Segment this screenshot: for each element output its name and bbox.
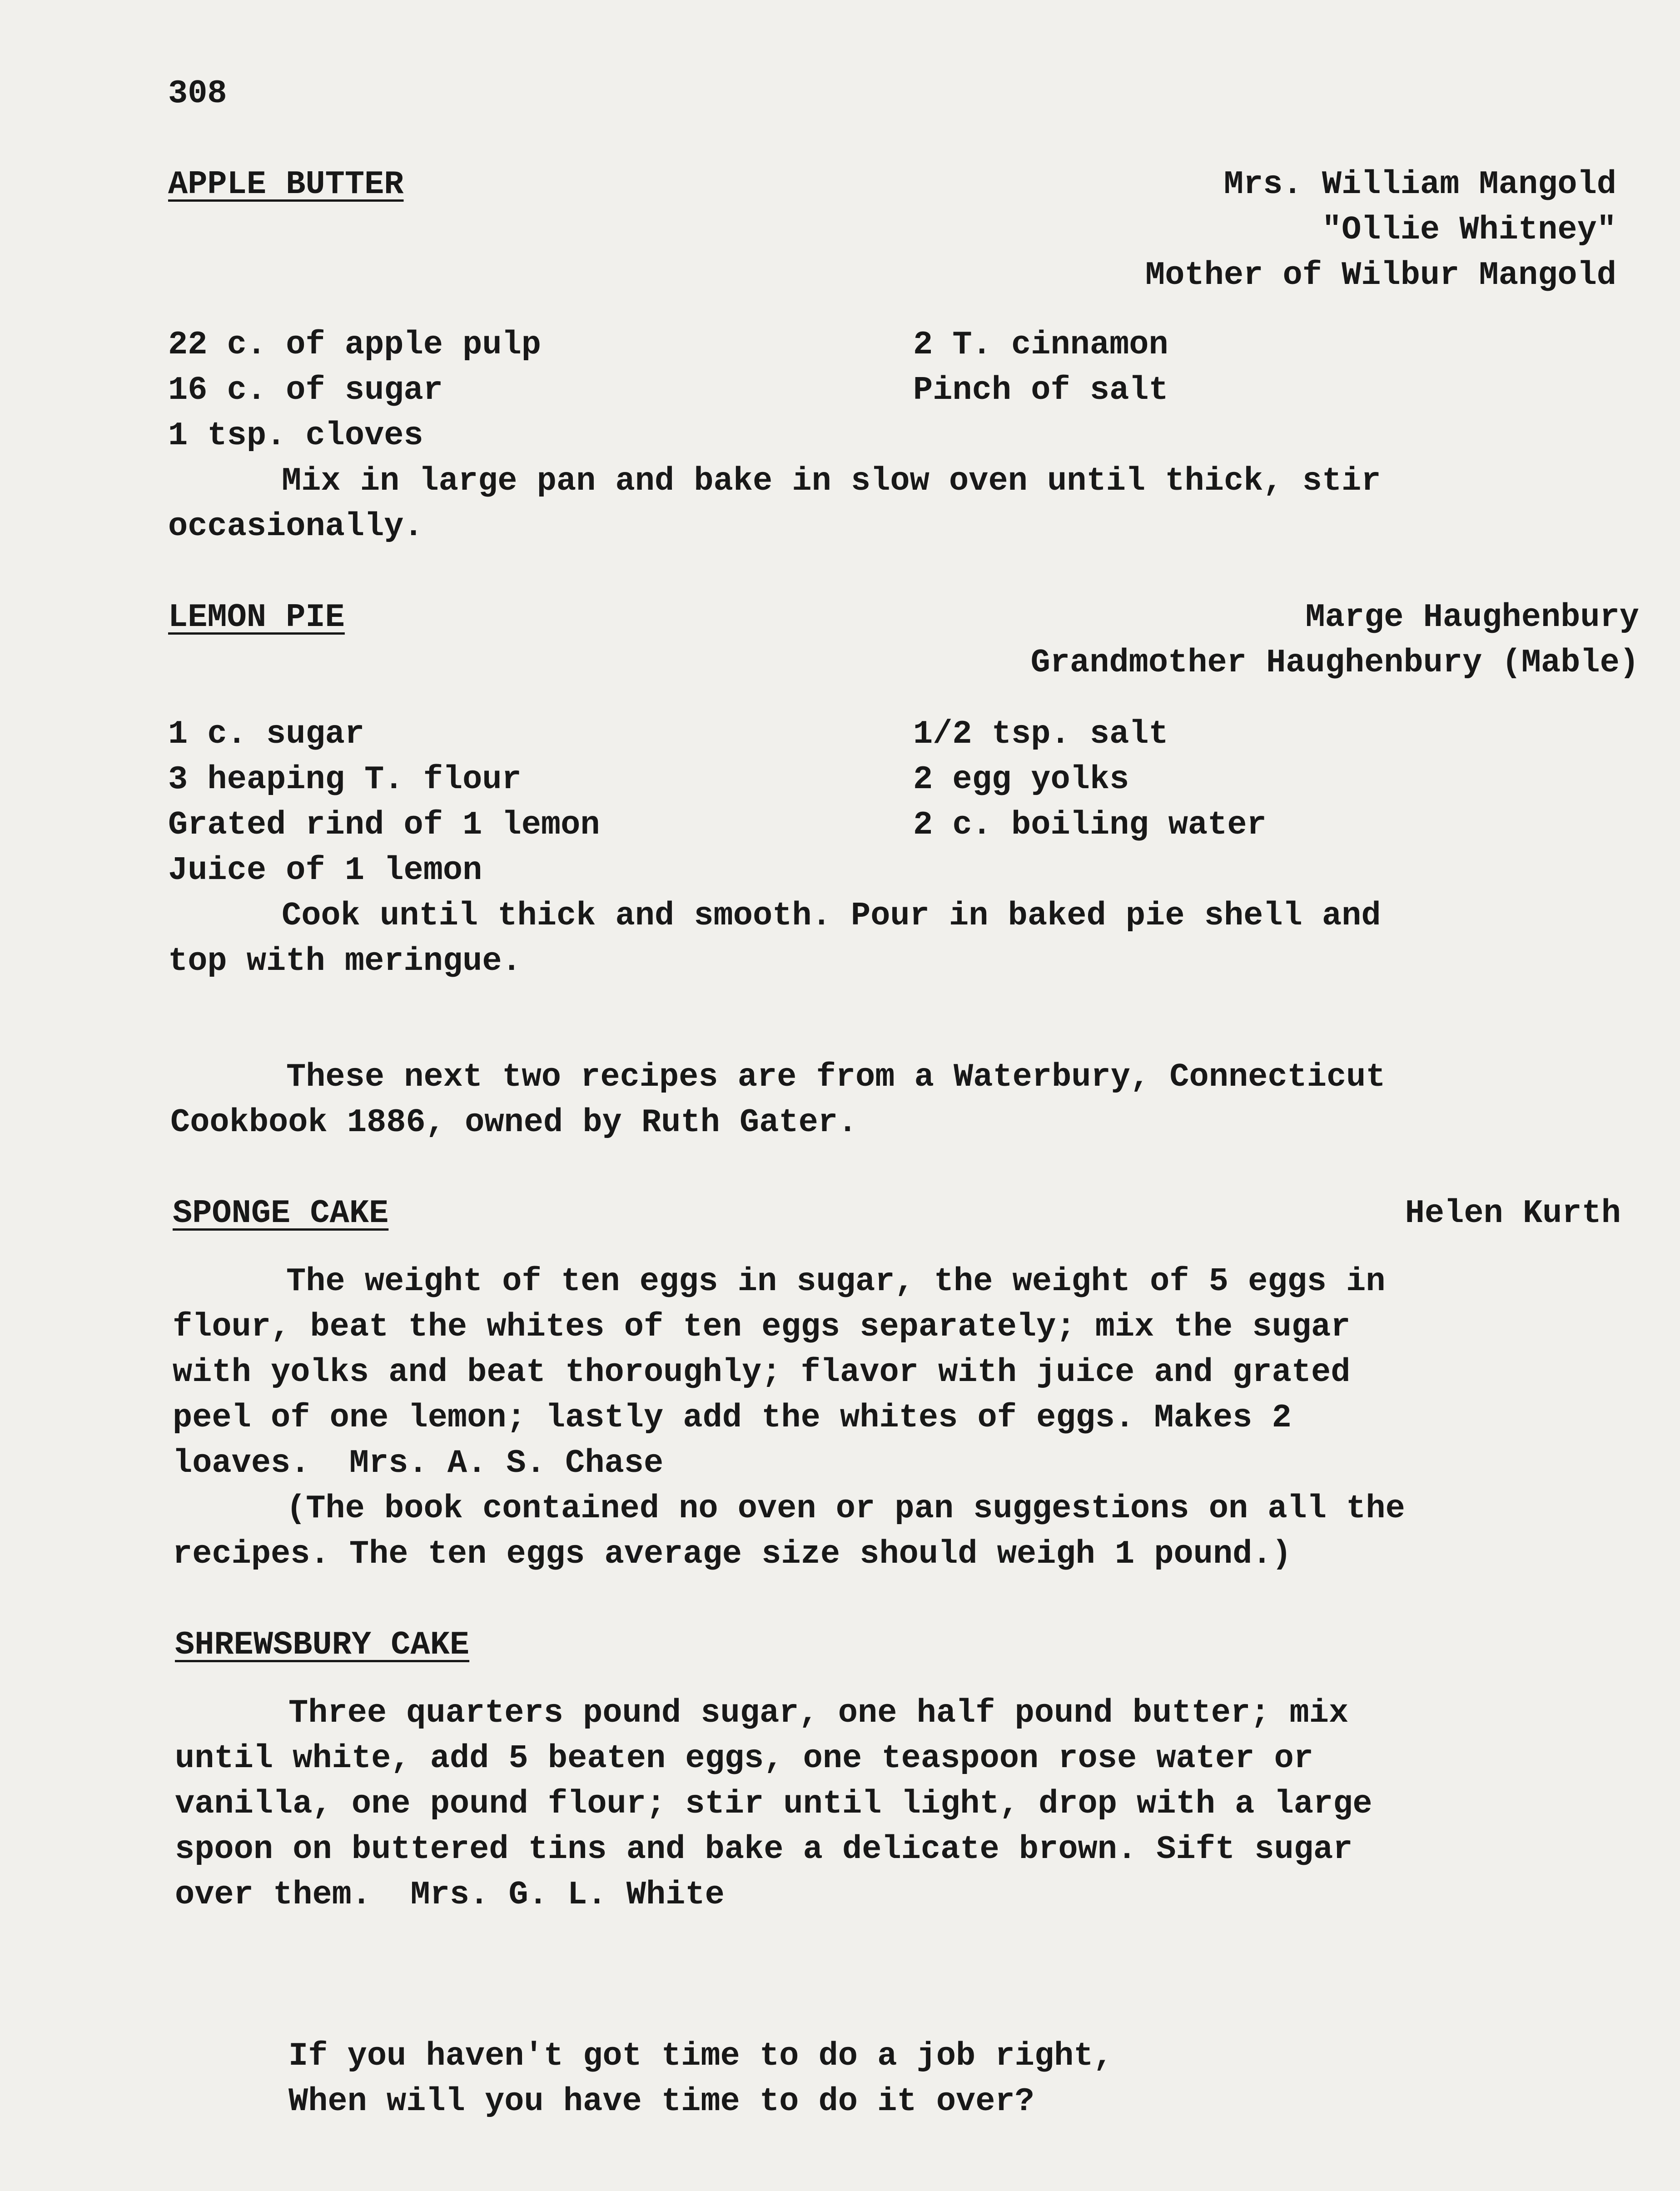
- recipe-title-lemon-pie: LEMON PIE: [168, 599, 345, 636]
- ingredient: 16 c. of sugar: [168, 372, 443, 409]
- directions-line: (The book contained no oven or pan suggestions on all the: [286, 1490, 1405, 1527]
- ingredient: 2 T. cinnamon: [913, 326, 1168, 363]
- ingredient: 22 c. of apple pulp: [168, 326, 541, 363]
- directions-line: loaves. Mrs. A. S. Chase: [173, 1445, 664, 1482]
- recipe-author-nickname: "Ollie Whitney": [1322, 211, 1616, 248]
- directions-line: until white, add 5 beaten eggs, one teaspoon rose water or: [175, 1740, 1314, 1777]
- directions-line: with yolks and beat thoroughly; flavor with juice and grated: [173, 1354, 1351, 1391]
- ingredient: 1/2 tsp. salt: [913, 715, 1168, 753]
- directions-line: The weight of ten eggs in sugar, the weight of 5 eggs in: [286, 1263, 1386, 1300]
- ingredient: 2 egg yolks: [913, 761, 1129, 798]
- ingredient: 1 tsp. cloves: [168, 417, 423, 454]
- ingredient: 2 c. boiling water: [913, 806, 1267, 844]
- recipe-author: Helen Kurth: [1405, 1195, 1621, 1232]
- directions-line: Three quarters pound sugar, one half pound butter; mix: [288, 1694, 1349, 1732]
- recipe-author-relation: Grandmother Haughenbury (Mable): [1030, 644, 1639, 681]
- recipe-title-apple-butter: APPLE BUTTER: [168, 166, 404, 203]
- intro-note-line: These next two recipes are from a Waterbury, Connecticut: [286, 1058, 1386, 1096]
- ingredient: 1 c. sugar: [168, 715, 365, 753]
- directions-line: recipes. The ten eggs average size should weigh 1 pound.): [173, 1535, 1292, 1573]
- directions-line: peel of one lemon; lastly add the whites of eggs. Makes 2: [173, 1399, 1292, 1436]
- directions-line: Mix in large pan and bake in slow oven until thick, stir: [282, 462, 1381, 500]
- directions-line: over them. Mrs. G. L. White: [175, 1876, 725, 1913]
- recipe-author: Mrs. William Mangold: [1223, 166, 1616, 203]
- ingredient: 3 heaping T. flour: [168, 761, 522, 798]
- ingredient: Juice of 1 lemon: [168, 852, 482, 889]
- closing-quote-line: If you haven't got time to do a job right,: [288, 2037, 1113, 2075]
- closing-quote-line: When will you have time to do it over?: [288, 2083, 1034, 2120]
- directions-line: flour, beat the whites of ten eggs separately; mix the sugar: [173, 1308, 1351, 1346]
- directions-line: vanilla, one pound flour; stir until light, drop with a large: [175, 1785, 1372, 1823]
- directions-line: spoon on buttered tins and bake a delicate brown. Sift sugar: [175, 1831, 1353, 1868]
- ingredient: Pinch of salt: [913, 372, 1168, 409]
- directions-line: Cook until thick and smooth. Pour in baked pie shell and: [282, 897, 1381, 934]
- ingredient: Grated rind of 1 lemon: [168, 806, 600, 844]
- directions-line: occasionally.: [168, 508, 423, 545]
- recipe-title-shrewsbury-cake: SHREWSBURY CAKE: [175, 1626, 470, 1664]
- recipe-author: Marge Haughenbury: [1305, 599, 1639, 636]
- page-number: 308: [168, 75, 227, 112]
- directions-line: top with meringue.: [168, 943, 522, 980]
- intro-note-line: Cookbook 1886, owned by Ruth Gater.: [170, 1104, 858, 1141]
- recipe-author-relation: Mother of Wilbur Mangold: [1145, 257, 1616, 294]
- recipe-title-sponge-cake: SPONGE CAKE: [173, 1195, 389, 1232]
